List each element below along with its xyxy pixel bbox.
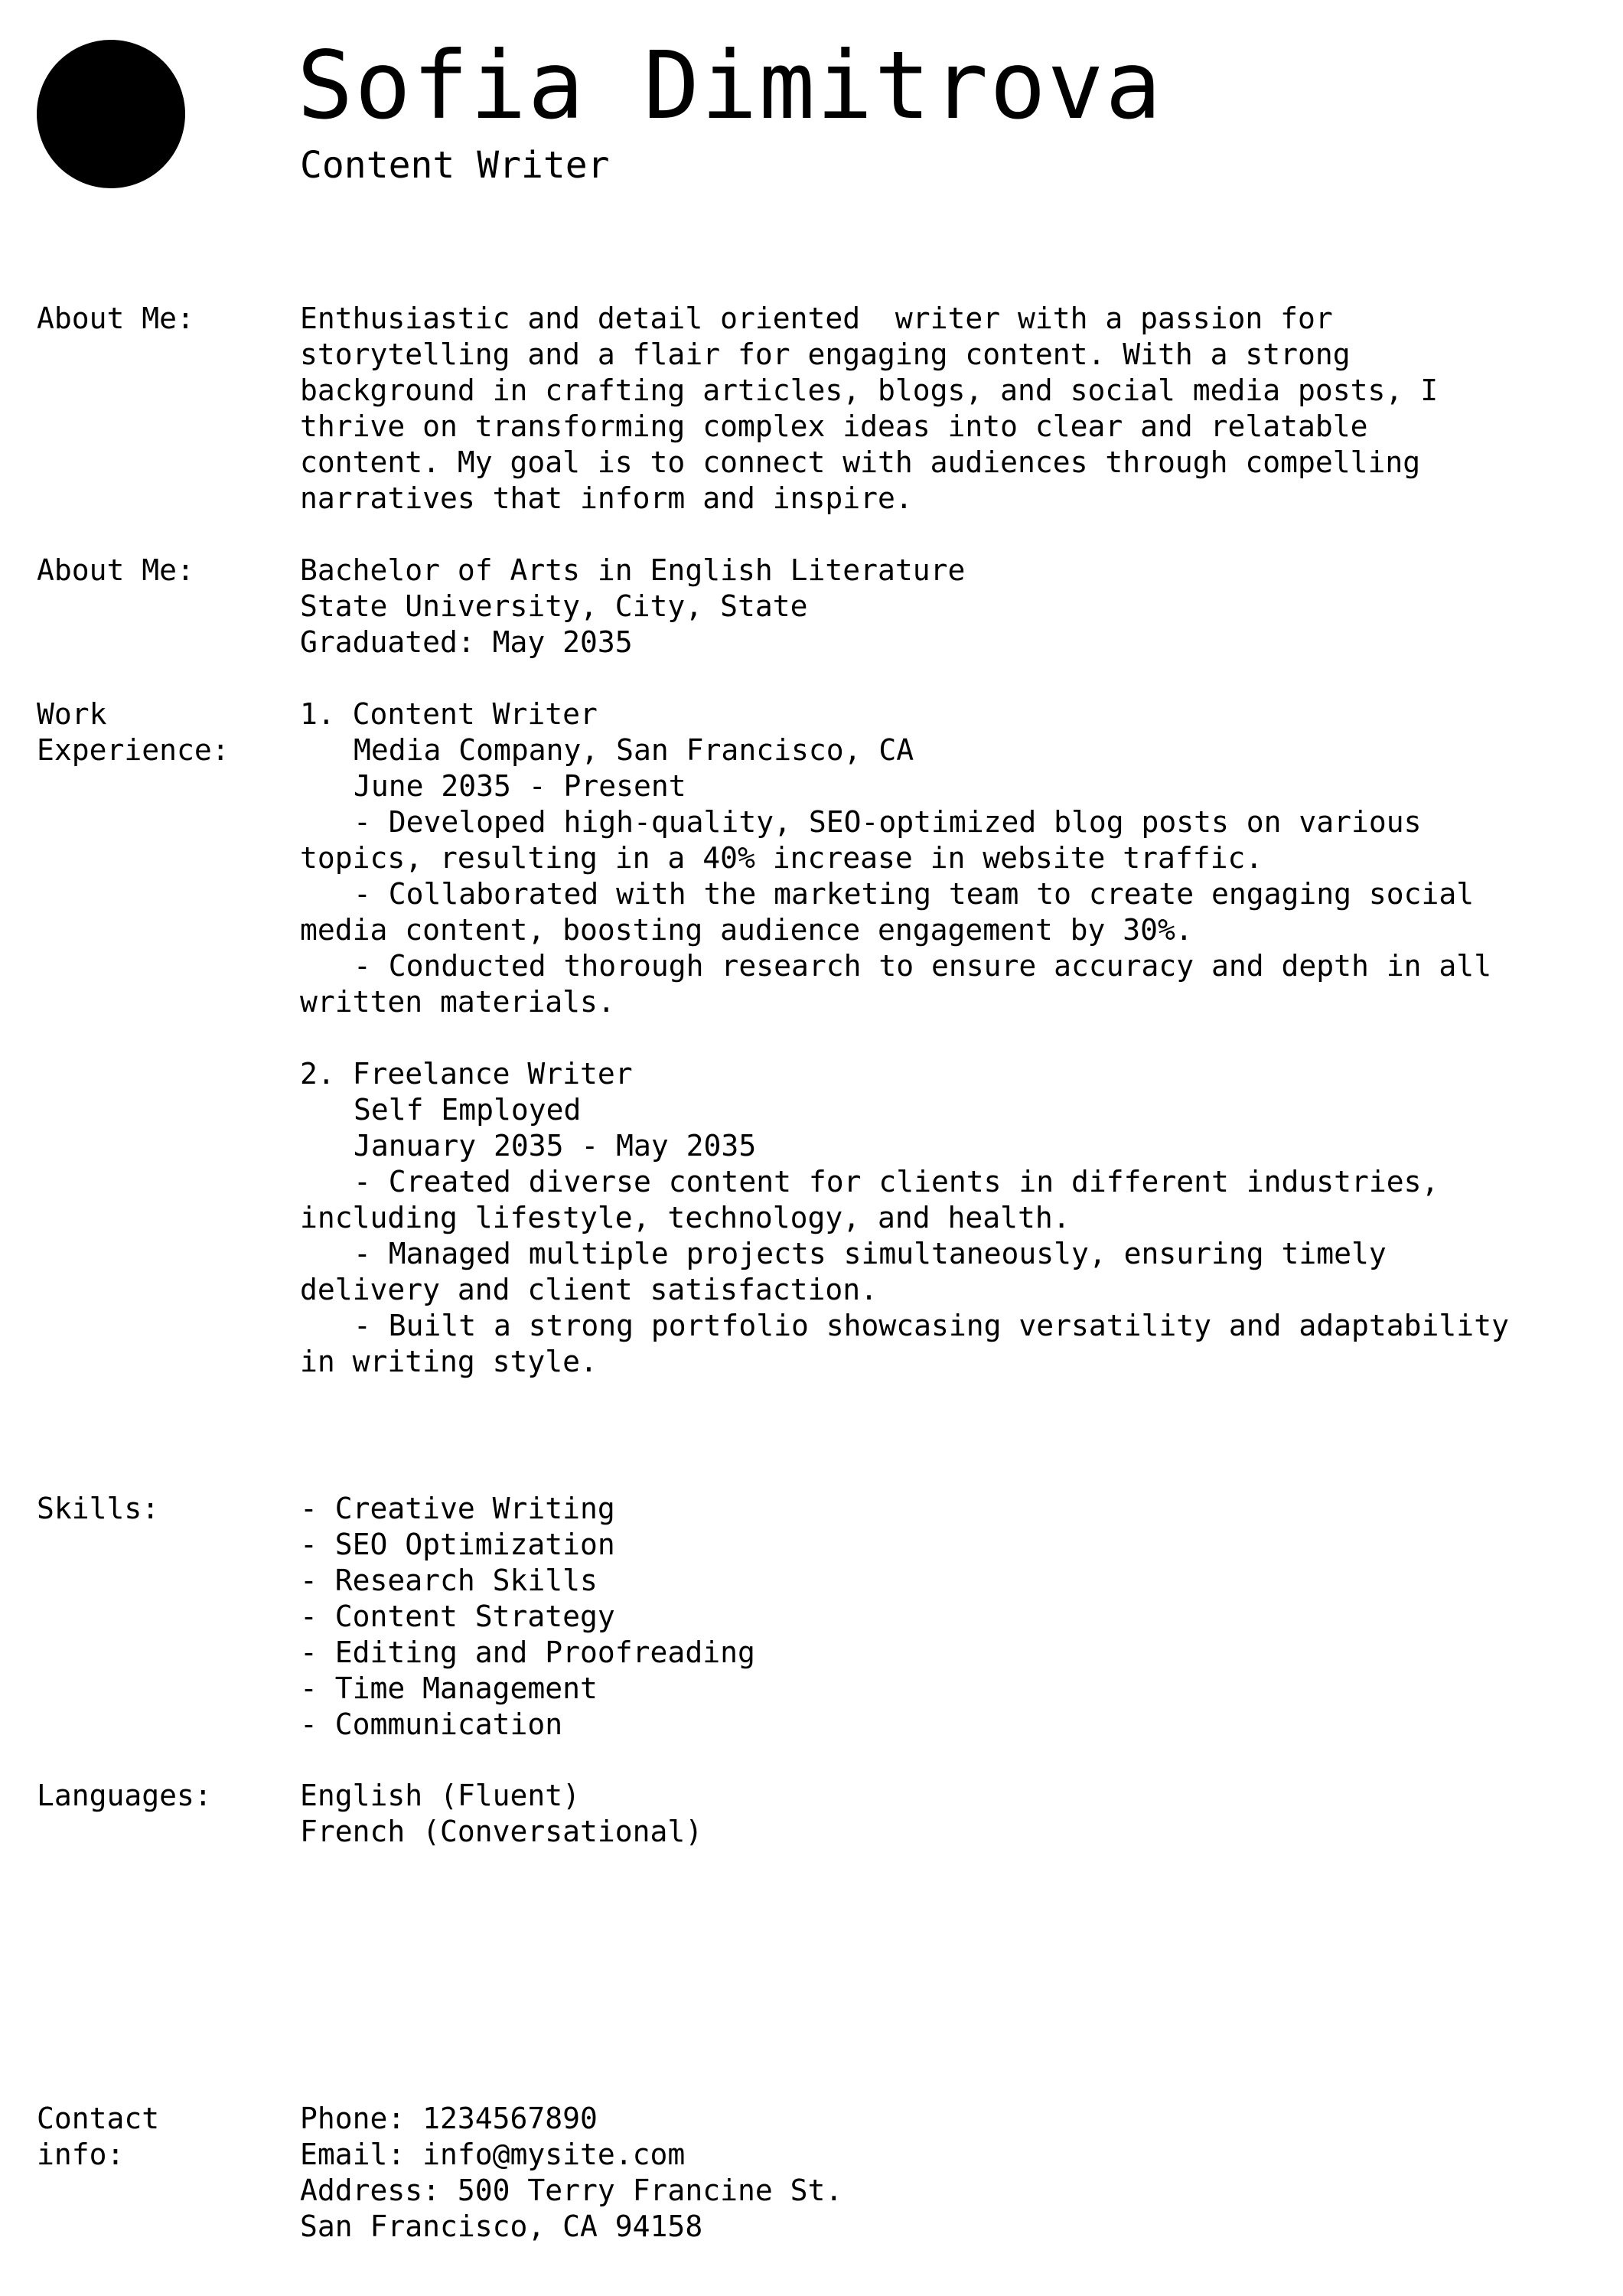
contact-phone: Phone: 1234567890 — [300, 2102, 598, 2135]
spacer — [300, 1020, 1601, 1056]
job-bullet: - Conducted thorough research to ensure accuracy and depth in all — [354, 949, 1492, 983]
contact-label: Contact info: — [37, 2102, 160, 2171]
job-dates: June 2035 - Present — [354, 769, 686, 803]
job-bullet: - Managed multiple projects simultaneously, ensuring timely — [354, 1237, 1387, 1270]
skill-item: - Content Strategy — [300, 1600, 615, 1633]
job-dates: January 2035 - May 2035 — [354, 1129, 757, 1163]
job-bullet: - Collaborated with the marketing team to create engaging social — [354, 877, 1475, 911]
job-bullet-continuation: in writing style. — [300, 1345, 598, 1378]
education-text — [300, 553, 1601, 660]
language-item: French (Conversational) — [300, 1815, 703, 1848]
about-line: storytelling and a flair for engaging content. With a strong — [300, 338, 1351, 371]
skill-item: - Research Skills — [300, 1564, 598, 1597]
education-label: About Me: — [37, 553, 194, 587]
experience-text — [300, 696, 1601, 1380]
about-line: background in crafting articles, blogs, and social media posts, I — [300, 373, 1439, 407]
about-line: content. My goal is to connect with audiences through compelling — [300, 445, 1421, 479]
about-text — [300, 301, 1601, 517]
languages-label: Languages: — [37, 1779, 212, 1812]
skills-list — [300, 1491, 1601, 1743]
contact-address-city: San Francisco, CA 94158 — [300, 2210, 703, 2243]
contact-address: Address: 500 Terry Francine St. — [300, 2174, 843, 2207]
skill-item: - Communication — [300, 1707, 563, 1741]
person-name: Sofia Dimitrova — [297, 31, 1163, 140]
job-heading: 1. Content Writer — [300, 697, 598, 731]
job-bullet: - Developed high-quality, SEO-optimized blog posts on various — [354, 805, 1422, 839]
job-title: Content Writer — [300, 144, 610, 187]
contact-email: Email: info@mysite.com — [300, 2138, 686, 2171]
job-heading: 2. Freelance Writer — [300, 1057, 633, 1091]
job-company: Self Employed — [354, 1093, 582, 1127]
avatar — [37, 40, 185, 188]
language-item: English (Fluent) — [300, 1779, 581, 1812]
about-line: narratives that inform and inspire. — [300, 481, 913, 515]
experience-label: Work Experience: — [37, 697, 230, 767]
about-line: thrive on transforming complex ideas into clear and relatable — [300, 409, 1368, 443]
job-company: Media Company, San Francisco, CA — [354, 733, 914, 767]
job-bullet: - Created diverse content for clients in different industries, — [354, 1165, 1439, 1199]
education-degree: Bachelor of Arts in English Literature — [300, 553, 966, 587]
job-bullet-continuation: media content, boosting audience engagement by 30%. — [300, 913, 1193, 947]
job-bullet-continuation: written materials. — [300, 985, 615, 1019]
about-line: Enthusiastic and detail oriented writer with a passion for — [300, 302, 1333, 335]
education-graduated: Graduated: May 2035 — [300, 625, 633, 659]
job-bullet-continuation: topics, resulting in a 40% increase in website traffic. — [300, 841, 1263, 875]
job-bullet-continuation: including lifestyle, technology, and health. — [300, 1201, 1071, 1234]
skill-item: - Editing and Proofreading — [300, 1636, 755, 1669]
job-bullet-continuation: delivery and client satisfaction. — [300, 1273, 878, 1306]
about-label: About Me: — [37, 302, 194, 335]
education-school: State University, City, State — [300, 589, 808, 623]
skill-item: - SEO Optimization — [300, 1528, 615, 1561]
contact-details — [300, 2101, 1601, 2245]
skill-item: - Creative Writing — [300, 1492, 615, 1525]
skill-item: - Time Management — [300, 1671, 598, 1705]
skills-label: Skills: — [37, 1492, 160, 1525]
languages-list — [300, 1778, 1601, 1850]
job-bullet: - Built a strong portfolio showcasing versatility and adaptability — [354, 1309, 1509, 1342]
